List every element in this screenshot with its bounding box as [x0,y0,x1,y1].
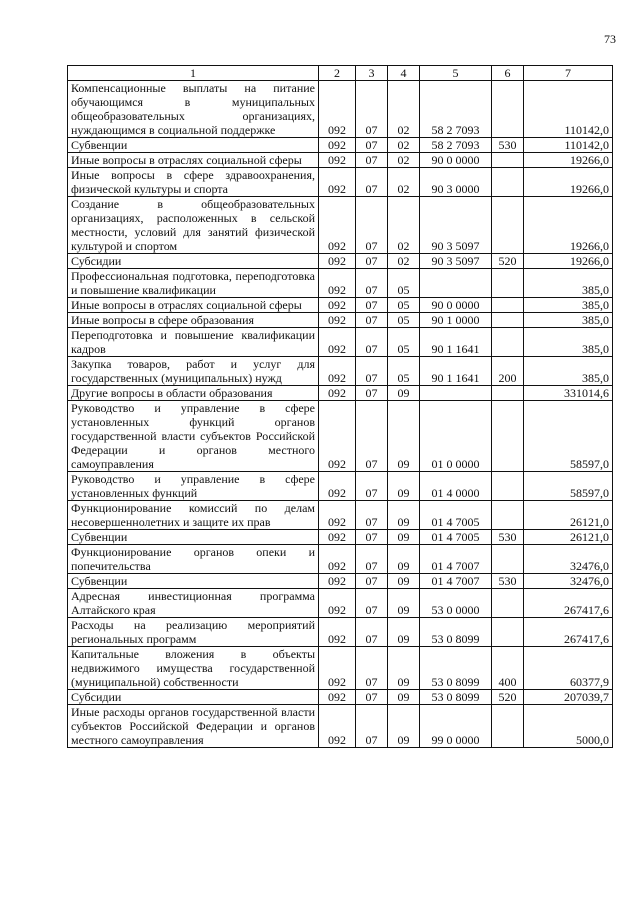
table-row [68,168,613,197]
table-row [68,269,613,298]
row-gr: 092 [319,647,356,690]
row-name: Иные расходы органов государственной власти субъектов Российской Федерации и органов местного самоуправления [68,705,319,748]
row-name: Руководство и управление в сфере установленных функций [68,472,319,501]
row-name: Иные вопросы в отраслях социальной сферы [68,298,319,313]
row-gr: 092 [319,168,356,197]
row-name: Иные вопросы в сфере образования [68,313,319,328]
row-sum: 32476,0 [524,574,613,589]
row-vr: 530 [492,530,524,545]
row-pr: 09 [388,574,420,589]
row-pr: 09 [388,472,420,501]
row-gr: 092 [319,153,356,168]
row-rz: 07 [356,690,388,705]
row-csr: 01 4 7007 [420,574,492,589]
row-pr: 09 [388,647,420,690]
row-rz: 07 [356,574,388,589]
row-csr: 01 4 7007 [420,545,492,574]
row-sum: 267417,6 [524,618,613,647]
row-rz: 07 [356,705,388,748]
row-name: Руководство и управление в сфере установленных функций органов государственной власти субъектов Российской Федерации и органов местного самоуправления [68,401,319,472]
row-sum: 207039,7 [524,690,613,705]
header-col-5: 5 [420,66,492,81]
row-csr: 01 0 0000 [420,401,492,472]
row-sum: 19266,0 [524,254,613,269]
row-pr: 02 [388,168,420,197]
row-name: Профессиональная подготовка, переподготовка и повышение квалификации [68,269,319,298]
row-name: Иные вопросы в отраслях социальной сферы [68,153,319,168]
row-name: Субвенции [68,574,319,589]
row-vr [492,545,524,574]
row-vr: 400 [492,647,524,690]
row-csr: 58 2 7093 [420,81,492,138]
row-pr: 02 [388,153,420,168]
row-pr: 09 [388,589,420,618]
row-rz: 07 [356,647,388,690]
row-vr [492,298,524,313]
row-rz: 07 [356,589,388,618]
row-vr [492,589,524,618]
row-name: Закупка товаров, работ и услуг для государственных (муниципальных) нужд [68,357,319,386]
table-row [68,138,613,153]
row-name: Адресная инвестиционная программа Алтайского края [68,589,319,618]
row-gr: 092 [319,269,356,298]
row-name: Капитальные вложения в объекты недвижимого имущества государственной (муниципальной) собственности [68,647,319,690]
row-vr: 530 [492,138,524,153]
row-name: Компенсационные выплаты на питание обучающимся в муниципальных общеобразовательных организациях, нуждающимся в социальной поддержке [68,81,319,138]
row-csr: 01 4 7005 [420,501,492,530]
table-row [68,690,613,705]
row-csr: 90 1 1641 [420,328,492,357]
row-rz: 07 [356,168,388,197]
header-col-2: 2 [319,66,356,81]
row-rz: 07 [356,81,388,138]
row-csr: 99 0 0000 [420,705,492,748]
budget-table [67,65,613,748]
row-gr: 092 [319,472,356,501]
row-gr: 092 [319,254,356,269]
row-csr: 53 0 0000 [420,589,492,618]
row-csr: 01 4 7005 [420,530,492,545]
row-rz: 07 [356,197,388,254]
row-sum: 58597,0 [524,401,613,472]
row-name: Субвенции [68,530,319,545]
row-gr: 092 [319,386,356,401]
row-rz: 07 [356,386,388,401]
row-sum: 19266,0 [524,168,613,197]
row-csr [420,386,492,401]
row-gr: 092 [319,705,356,748]
table-row [68,357,613,386]
table-row [68,153,613,168]
row-gr: 092 [319,313,356,328]
row-gr: 092 [319,690,356,705]
row-gr: 092 [319,574,356,589]
row-vr [492,153,524,168]
row-pr: 09 [388,618,420,647]
row-csr: 90 0 0000 [420,298,492,313]
row-sum: 110142,0 [524,138,613,153]
header-col-4: 4 [388,66,420,81]
row-vr [492,705,524,748]
row-csr: 53 0 8099 [420,647,492,690]
row-sum: 60377,9 [524,647,613,690]
row-vr [492,328,524,357]
row-csr: 01 4 0000 [420,472,492,501]
row-vr [492,472,524,501]
row-pr: 09 [388,545,420,574]
row-gr: 092 [319,401,356,472]
table-row [68,313,613,328]
table-row [68,328,613,357]
row-name: Субсидии [68,690,319,705]
row-pr: 09 [388,501,420,530]
row-name: Функционирование органов опеки и попечительства [68,545,319,574]
row-vr: 530 [492,574,524,589]
row-sum: 32476,0 [524,545,613,574]
row-sum: 331014,6 [524,386,613,401]
row-sum: 385,0 [524,328,613,357]
row-vr [492,168,524,197]
table-row [68,386,613,401]
row-sum: 110142,0 [524,81,613,138]
table-row [68,574,613,589]
row-pr: 05 [388,357,420,386]
row-sum: 19266,0 [524,153,613,168]
table-row [68,197,613,254]
row-pr: 05 [388,313,420,328]
row-csr: 53 0 8099 [420,690,492,705]
row-pr: 05 [388,328,420,357]
row-sum: 58597,0 [524,472,613,501]
table-row [68,298,613,313]
table-row [68,254,613,269]
row-rz: 07 [356,138,388,153]
row-pr: 09 [388,705,420,748]
row-sum: 385,0 [524,298,613,313]
row-pr: 02 [388,197,420,254]
row-pr: 05 [388,269,420,298]
table-row [68,530,613,545]
row-sum: 385,0 [524,313,613,328]
row-pr: 02 [388,81,420,138]
row-pr: 09 [388,401,420,472]
row-rz: 07 [356,328,388,357]
row-sum: 26121,0 [524,501,613,530]
row-sum: 26121,0 [524,530,613,545]
row-vr [492,386,524,401]
row-gr: 092 [319,618,356,647]
row-name: Создание в общеобразовательных организациях, расположенных в сельской местности, условий для занятий физической культурой и спортом [68,197,319,254]
row-vr: 520 [492,690,524,705]
header-row [68,66,613,81]
row-rz: 07 [356,269,388,298]
row-rz: 07 [356,153,388,168]
row-rz: 07 [356,618,388,647]
row-vr [492,618,524,647]
table-row [68,501,613,530]
table-row [68,647,613,690]
header-col-3: 3 [356,66,388,81]
row-rz: 07 [356,254,388,269]
row-vr [492,197,524,254]
row-rz: 07 [356,298,388,313]
row-vr: 520 [492,254,524,269]
row-vr [492,401,524,472]
row-pr: 09 [388,386,420,401]
table-row [68,589,613,618]
header-col-7: 7 [524,66,613,81]
row-vr [492,313,524,328]
row-pr: 02 [388,138,420,153]
row-gr: 092 [319,81,356,138]
row-pr: 05 [388,298,420,313]
row-sum: 385,0 [524,269,613,298]
row-gr: 092 [319,545,356,574]
row-vr [492,269,524,298]
row-pr: 09 [388,690,420,705]
row-name: Иные вопросы в сфере здравоохранения, физической культуры и спорта [68,168,319,197]
row-rz: 07 [356,357,388,386]
row-csr: 90 3 5097 [420,254,492,269]
row-sum: 5000,0 [524,705,613,748]
row-pr: 09 [388,530,420,545]
row-gr: 092 [319,530,356,545]
row-name: Субсидии [68,254,319,269]
row-rz: 07 [356,530,388,545]
row-csr: 90 3 5097 [420,197,492,254]
row-sum: 19266,0 [524,197,613,254]
row-csr: 90 0 0000 [420,153,492,168]
header-col-1: 1 [68,66,319,81]
row-rz: 07 [356,501,388,530]
row-csr: 90 3 0000 [420,168,492,197]
row-name: Расходы на реализацию мероприятий региональных программ [68,618,319,647]
table-row [68,618,613,647]
row-rz: 07 [356,545,388,574]
row-name: Субвенции [68,138,319,153]
page-number: 73 [604,32,616,46]
row-gr: 092 [319,328,356,357]
row-name: Переподготовка и повышение квалификации кадров [68,328,319,357]
row-sum: 385,0 [524,357,613,386]
row-csr [420,269,492,298]
table-row [68,401,613,472]
row-name: Функционирование комиссий по делам несовершеннолетних и защите их прав [68,501,319,530]
header-col-6: 6 [492,66,524,81]
table-row [68,705,613,748]
row-name: Другие вопросы в области образования [68,386,319,401]
row-csr: 90 1 1641 [420,357,492,386]
row-gr: 092 [319,589,356,618]
row-csr: 90 1 0000 [420,313,492,328]
row-gr: 092 [319,138,356,153]
row-rz: 07 [356,313,388,328]
row-csr: 58 2 7093 [420,138,492,153]
row-gr: 092 [319,197,356,254]
row-pr: 02 [388,254,420,269]
row-vr [492,81,524,138]
row-gr: 092 [319,501,356,530]
table-row [68,545,613,574]
table-row [68,472,613,501]
row-sum: 267417,6 [524,589,613,618]
row-rz: 07 [356,472,388,501]
row-gr: 092 [319,357,356,386]
row-csr: 53 0 8099 [420,618,492,647]
row-vr [492,501,524,530]
row-rz: 07 [356,401,388,472]
row-gr: 092 [319,298,356,313]
row-vr: 200 [492,357,524,386]
table-row [68,81,613,138]
